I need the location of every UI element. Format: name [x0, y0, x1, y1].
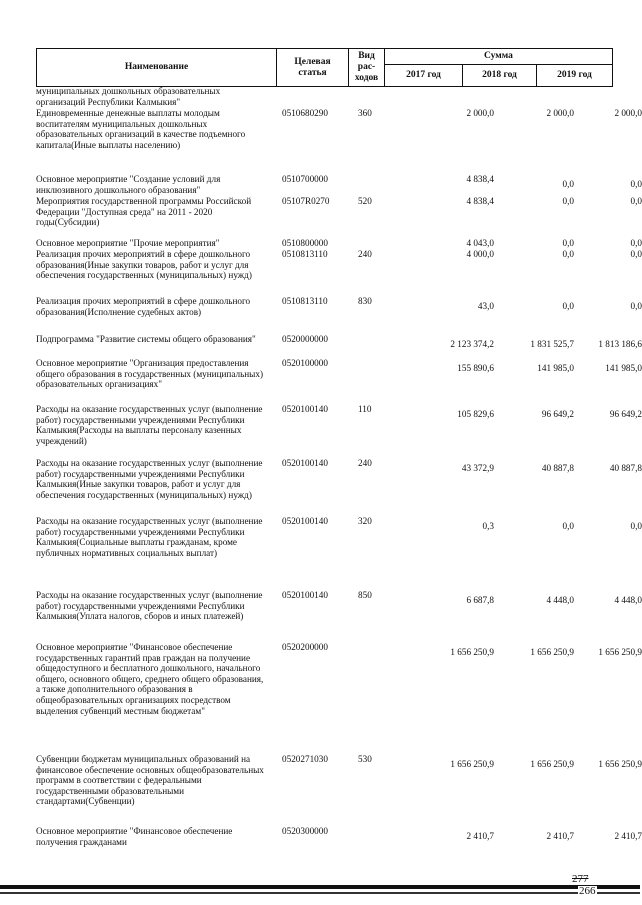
row-2018: 0,0	[562, 179, 574, 189]
row-2019: 4 448,0	[614, 595, 642, 605]
row-2018: 0,0	[562, 249, 574, 259]
header-name: Наименование	[37, 49, 277, 87]
row-2017: 4 838,4	[466, 196, 494, 206]
row-2017: 155 890,6	[457, 363, 494, 373]
row-code: 0520100140	[282, 516, 328, 526]
row-2018: 4 448,0	[546, 595, 574, 605]
row-2018: 2 410,7	[546, 831, 574, 841]
table-header	[36, 48, 613, 87]
row-code: 0510800000	[282, 238, 328, 248]
row-vid: 520	[358, 196, 372, 206]
row-2018: 0,0	[562, 301, 574, 311]
row-name: Расходы на оказание государственных услуг (выполнение работ) государственными учреждениями Республики Калмыкия(Расходы на выплаты персоналу казенных учреждений)	[36, 404, 263, 446]
row-name: Единовременные денежные выплаты молодым воспитателям муниципальных дошкольных образовательных организаций в качестве подъемного капитала(Иные выплаты населению)	[36, 108, 246, 150]
row-vid: 530	[358, 754, 372, 764]
row-code: 0520100140	[282, 404, 328, 414]
row-name: Основное мероприятие "Финансовое обеспечение получения гражданами	[36, 826, 233, 847]
row-vid: 850	[358, 590, 372, 600]
row-2018: 96 649,2	[541, 409, 574, 419]
row-vid: 240	[358, 458, 372, 468]
row-2019: 2 410,7	[614, 831, 642, 841]
row-2017: 43 372,9	[461, 463, 494, 473]
row-2017: 0,3	[482, 521, 494, 531]
page-edge-bar	[0, 885, 640, 889]
row-code: 0520271030	[282, 754, 328, 764]
row-2017: 1 656 250,9	[450, 647, 494, 657]
row-name: Расходы на оказание государственных услуг (выполнение работ) государственными учреждениями Республики Калмыкия(Социальные выплаты гражданам, кроме публичных нормативных социальных выплат)	[36, 516, 263, 558]
row-2018: 1 656 250,9	[530, 759, 574, 769]
row-code: 0520000000	[282, 334, 328, 344]
row-2017: 1 656 250,9	[450, 759, 494, 769]
row-2017: 2 410,7	[466, 831, 494, 841]
row-name: Расходы на оказание государственных услуг (выполнение работ) государственными учреждениями Республики Калмыкия(Иные закупки товаров, работ и услуг для обеспечения государственных (муниципальных) нужд)	[36, 458, 263, 500]
row-2019: 141 985,0	[605, 363, 642, 373]
page-number-old: 277	[572, 873, 589, 885]
row-vid: 320	[358, 516, 372, 526]
row-name: Реализация прочих мероприятий в сфере дошкольного образования(Исполнение судебных актов)	[36, 296, 251, 317]
header-2018: 2018 год	[463, 65, 537, 87]
row-code: 05107R0270	[282, 196, 330, 206]
row-2019: 1 656 250,9	[598, 647, 642, 657]
row-2019: 96 649,2	[609, 409, 642, 419]
row-code: 0510700000	[282, 174, 328, 184]
header-code: Целевая статья	[277, 49, 349, 87]
row-code: 0520300000	[282, 826, 328, 836]
page-edge-line	[0, 892, 640, 894]
row-2018: 1 831 525,7	[530, 339, 574, 349]
row-2017: 4 838,4	[466, 174, 494, 184]
row-name: Реализация прочих мероприятий в сфере дошкольного образования(Иные закупки товаров, работ и услуг для обеспечения государственных (муниципальных) нужд)	[36, 249, 252, 281]
row-2019: 0,0	[630, 521, 642, 531]
row-name: Субвенции бюджетам муниципальных образований на финансовое обеспечение основных общеобразовательных программ в соответствии с федеральными государственными образовательными стандартами(Субвенции)	[36, 754, 264, 807]
row-code: 0510813110	[282, 249, 328, 259]
row-name: Мероприятия государственной программы Российской Федерации "Доступная среда" на 2011 - 2020 годы(Субсидии)	[36, 196, 252, 228]
row-vid: 360	[358, 108, 372, 118]
row-name: Основное мероприятие "Организация предоставления общего образования в государственных (муниципальных) образовательных организациях"	[36, 358, 264, 390]
row-2019: 0,0	[630, 196, 642, 206]
header-sum: Сумма	[385, 49, 613, 65]
row-2019: 2 000,0	[614, 108, 642, 118]
row-2019: 1 656 250,9	[598, 759, 642, 769]
row-2019: 1 813 186,6	[598, 339, 642, 349]
row-vid: 240	[358, 249, 372, 259]
row-2019: 0,0	[630, 238, 642, 248]
row-2018: 0,0	[562, 521, 574, 531]
row-name: муниципальных дошкольных образовательных организаций Республики Калмыкия"	[36, 86, 221, 107]
row-2017: 4 043,0	[466, 238, 494, 248]
row-name: Подпрограмма "Развитие системы общего образования"	[36, 334, 256, 344]
row-name: Расходы на оказание государственных услуг (выполнение работ) государственными учреждениями Республики Калмыкия(Уплата налогов, сборов и иных платежей)	[36, 590, 263, 622]
header-2019: 2019 год	[537, 65, 613, 87]
row-2019: 40 887,8	[609, 463, 642, 473]
header-2017: 2017 год	[385, 65, 463, 87]
row-2017: 6 687,8	[466, 595, 494, 605]
row-2019: 0,0	[630, 249, 642, 259]
row-2018: 141 985,0	[537, 363, 574, 373]
row-2018: 40 887,8	[541, 463, 574, 473]
row-name: Основное мероприятие "Финансовое обеспечение государственных гарантий прав граждан на получение общедоступного и бесплатного дошкольного, начального общего, основного общего, среднего общего образования, а также дополнительного образования в общеобразовательных организациях посредством выделения субвенций местным бюджетам"	[36, 642, 264, 716]
row-2019: 0,0	[630, 179, 642, 189]
row-code: 0520100140	[282, 458, 328, 468]
row-2017: 105 829,6	[457, 409, 494, 419]
page-number: 266	[579, 885, 596, 897]
row-2017: 4 000,0	[466, 249, 494, 259]
row-2018: 0,0	[562, 238, 574, 248]
row-2019: 0,0	[630, 301, 642, 311]
row-2017: 2 123 374,2	[450, 339, 494, 349]
row-2018: 0,0	[562, 196, 574, 206]
row-vid: 110	[358, 404, 372, 414]
row-2017: 2 000,0	[466, 108, 494, 118]
row-2018: 1 656 250,9	[530, 647, 574, 657]
row-code: 0520100140	[282, 590, 328, 600]
row-name: Основное мероприятие "Создание условий для инклюзивного дошкольного образования"	[36, 174, 221, 195]
row-2017: 43,0	[477, 301, 494, 311]
row-code: 0520100000	[282, 358, 328, 368]
row-vid: 830	[358, 296, 372, 306]
row-name: Основное мероприятие "Прочие мероприятия"	[36, 238, 220, 248]
row-code: 0510813110	[282, 296, 328, 306]
row-2018: 2 000,0	[546, 108, 574, 118]
header-vid: Вид рас-ходов	[349, 49, 385, 87]
row-code: 0520200000	[282, 642, 328, 652]
row-code: 0510680290	[282, 108, 328, 118]
